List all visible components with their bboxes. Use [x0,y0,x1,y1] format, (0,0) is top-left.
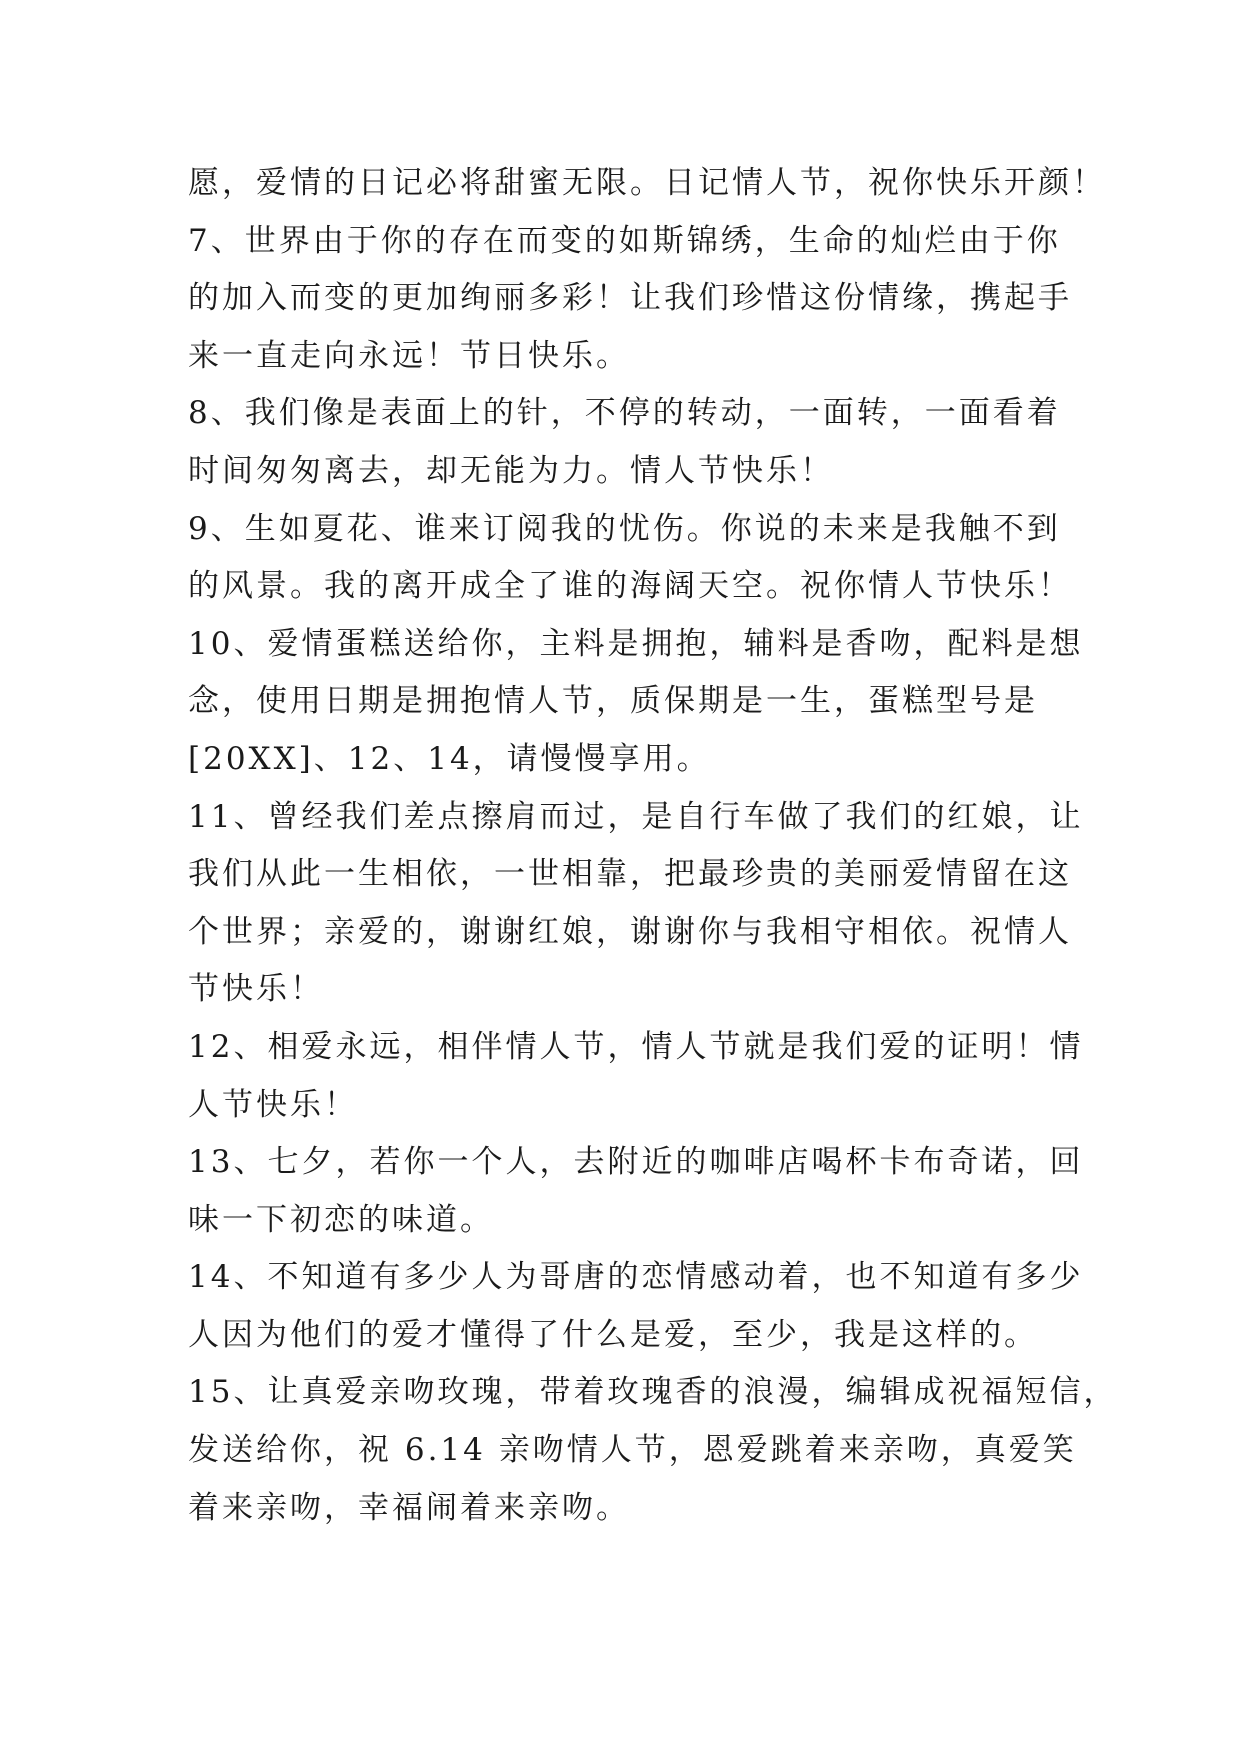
text-line: 的加入而变的更加绚丽多彩！让我们珍惜这份情缘，携起手 [188,280,1072,317]
text-line: 人节快乐！ [188,1086,358,1123]
text-line: 时间匆匆离去，却无能为力。情人节快乐！ [188,452,834,489]
text-line: 10、爱情蛋糕送给你，主料是拥抱，辅料是香吻，配料是想 [188,625,1084,662]
text-line: 节快乐！ [188,971,324,1008]
text-line: 发送给你，祝 6.14 亲吻情人节，恩爱跳着来亲吻，真爱笑 [188,1432,1077,1469]
text-line: 念，使用日期是拥抱情人节，质保期是一生，蛋糕型号是 [188,683,1038,720]
text-line: 着来亲吻，幸福闹着来亲吻。 [188,1489,630,1526]
text-line: 13、七夕，若你一个人，去附近的咖啡店喝杯卡布奇诺，回 [188,1144,1084,1181]
text-line: 7、世界由于你的存在而变的如斯锦绣，生命的灿烂由于你 [188,222,1061,259]
text-line: 我们从此一生相依，一世相靠，把最珍贵的美丽爱情留在这 [188,856,1072,893]
text-line: 的风景。我的离开成全了谁的海阔天空。祝你情人节快乐！ [188,568,1072,605]
text-line: [20XX]、12、14，请慢慢享用。 [188,740,711,777]
text-line: 人因为他们的爱才懂得了什么是爱，至少，我是这样的。 [188,1316,1038,1353]
text-line: 11、曾经我们差点擦肩而过，是自行车做了我们的红娘，让 [188,798,1084,835]
text-line: 来一直走向永远！节日快乐。 [188,337,630,374]
text-line: 味一下初恋的味道。 [188,1201,494,1238]
text-line: 愿，爱情的日记必将甜蜜无限。日记情人节，祝你快乐开颜！ [188,165,1106,201]
document-body [188,155,1118,1537]
text-line: 15、让真爱亲吻玫瑰，带着玫瑰香的浪漫，编辑成祝福短信， [188,1374,1118,1411]
text-line: 9、生如夏花、谁来订阅我的忧伤。你说的未来是我触不到 [188,510,1061,547]
text-line: 12、相爱永远，相伴情人节，情人节就是我们爱的证明！情 [188,1028,1084,1065]
text-line: 8、我们像是表面上的针，不停的转动，一面转，一面看着 [188,395,1061,432]
text-line: 个世界；亲爱的，谢谢红娘，谢谢你与我相守相依。祝情人 [188,913,1072,950]
text-line: 14、不知道有多少人为哥唐的恋情感动着，也不知道有多少 [188,1259,1084,1296]
